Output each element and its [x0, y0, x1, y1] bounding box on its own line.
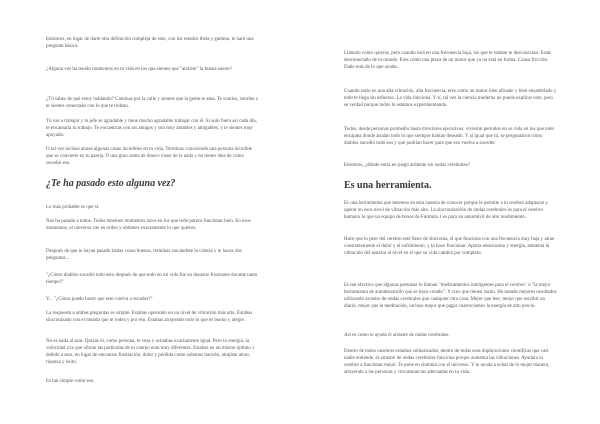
paragraph: Cuando estás en una alta vibración, alta frecuencia, eres como un motor bien afinado y bien ensamblado y todo te llega sin esfuerzo. La vida funciona. Y sí, tal vez la ciencia moderna no pueda explicar esto, pero se verdad porque todos lo estamos experimentando. — [344, 89, 557, 108]
paragraph: Llámalo como quieras, pero cuando está en una frecuencia baja, los que te rodean te desconectan. Estás desconectado de tu mundo. Eres como una pieza de un motor que ya no está en forma. Causa fricción. Dañe más de lo que ayuda. — [344, 51, 551, 70]
paragraph: Es tan efectivo que algunas personas lo llaman "medicamentos inteligentes para el cerebro" o "la mejor herramienta de autodesarrollo que se haya creado". Y creo que tienen razón. He notado mejores resultados utilizando arrastre de ondas cerebrales que cualquier otra cosa. Mejor que leer, mejor que escribir un diario, mejor que la meditación, incluso mejor que pagar cuatrocientos la energía de alto precio. — [344, 283, 557, 309]
paragraph: Y... "¿Cómo puedo hacer que esto vuelva a suceder?" — [46, 297, 153, 302]
paragraph: Dentro de todos nosotros estamos solitarizados, dentro de todas esas duplicaciones científicas que casi nadie entiende, el arrastre de ondas cerebrales funciona porque aumenta las vibraciones. Ayudara tu cerebro a funcionar mejor. Te pone en sintonía con el universo. Y te ayuda a echar de lo mejor manera, atrayendo a las personas y circunstancias adecuadas en tu vida. — [344, 349, 550, 375]
paragraph: Así es como te ayuda el arrastre de ondas cerebrales. — [344, 333, 450, 338]
section-heading: ¿Te ha pasado esto alguna vez? — [46, 178, 176, 189]
paragraph: Tú vas a trabajar y tu jefe se agradable y tiene mucho agradable trabajar con él. Si solo fuera así cada día, te encantaría tu trabajo. Te encuentras con tus amigos y son muy amables y amigables, y te sientes muy apoyado. — [46, 119, 257, 138]
paragraph: Después de que te hayan pasado tantas cosas buenas, terminas rascándote la cabeza y te haces dos preguntas... — [46, 249, 242, 261]
paragraph: Nos ha pasado a todos. Todos tenemos momentos raros en los que todo parece funcionar bien. En esos momentos, el universo cae en orden y obtienes exactamente lo que quieres. — [46, 219, 251, 231]
paragraph: La respuesta a ambas preguntas es simple. Estabas operando en un nivel de vibración más alto. Estabas sincronizado con el mundo que te rodea y por eso. Estabas atrayendo todo lo que es bueno y alegre. — [46, 311, 253, 323]
paragraph: Lo más probable es que sí. — [46, 205, 100, 210]
paragraph: Es una herramienta que tenemos en esta nuestra de conocer porque le permite a tu cerebro adaptarse y operar en esos nivel de vibración más alto. La sincronización de ondas cerebrales es para el cerebro humano lo que un equipo de boxes de Fórmula 1 es para un automóvil de alto rendimiento. — [344, 201, 548, 220]
paragraph: Entonces, en lugar de darte otra definición compleja de esto, con los estados theta y gamma, te haré una pregunta básica. — [46, 37, 254, 49]
paragraph: Entonces, ¿dónde entra en juego ardiente sin ondas cerebrales? — [344, 163, 470, 168]
paragraph: ¿Alguna vez ha tenido momentos en tu vida en los que sientes que "atraíste" la buena suerte? — [46, 67, 232, 72]
paragraph: "¿Cómo diablos sucedió todo esto después de que todo en mi vida fue un desastre frustrante durante tanto tiempo?" — [46, 273, 258, 285]
right-page — [300, 0, 600, 424]
paragraph: No es nada al azar. Quizás tú, como persona, te veas y actuabas exactamente igual. Pero tu energía, la velocidad a la que vibran las partículas de tu cuerpo eran muy diferentes. Estabas en un mismo óptimo y debido a esto, en lugar de encontrar frustración, dolor y pérdida como solemos hacerlo, atrajiste amor, riqueza y éxito. — [46, 339, 255, 365]
paragraph: Es tan simple como eso. — [46, 379, 95, 384]
paragraph: ¿Tú sabes de qué estoy hablando? Caminas por la calle y sientes que la gente te ama. Te sonríes, sonríen y te sientes conectado con lo que te rodean. — [46, 97, 259, 109]
paragraph: O tal vez incluso atraes algunas cosas increíbles en tu vida. Terminas conociendo una persona increíble que se convierte en tu pareja. O una gran suma de dinero viene de la nada y no tienes idea de cómo sucedió eso. — [46, 147, 253, 166]
paragraph: Hace que lo peor del cerebro esté lleno de sincronía, el que funciona con una frecuencia muy baja y atrae constantemente el dolor y el sufrimiento, y lo hace funcionar. Aporta entusiasmo y energía, aumenta la vibración del usuario al nivel en el que su vida cambia por completo. — [344, 237, 555, 256]
paragraph: Todos, desde personas promedio hasta directores ejecutivos, vivieron períodos en su vida en los que todo encajaba donde atraían todo lo que siempre habían deseado. Y al igual que tú, se preguntaron cómo diablos sucedió todo eso y qué podrían hacer para que eso vuelva a suceder. — [344, 127, 555, 146]
section-heading: Es una herramienta. — [344, 180, 432, 191]
